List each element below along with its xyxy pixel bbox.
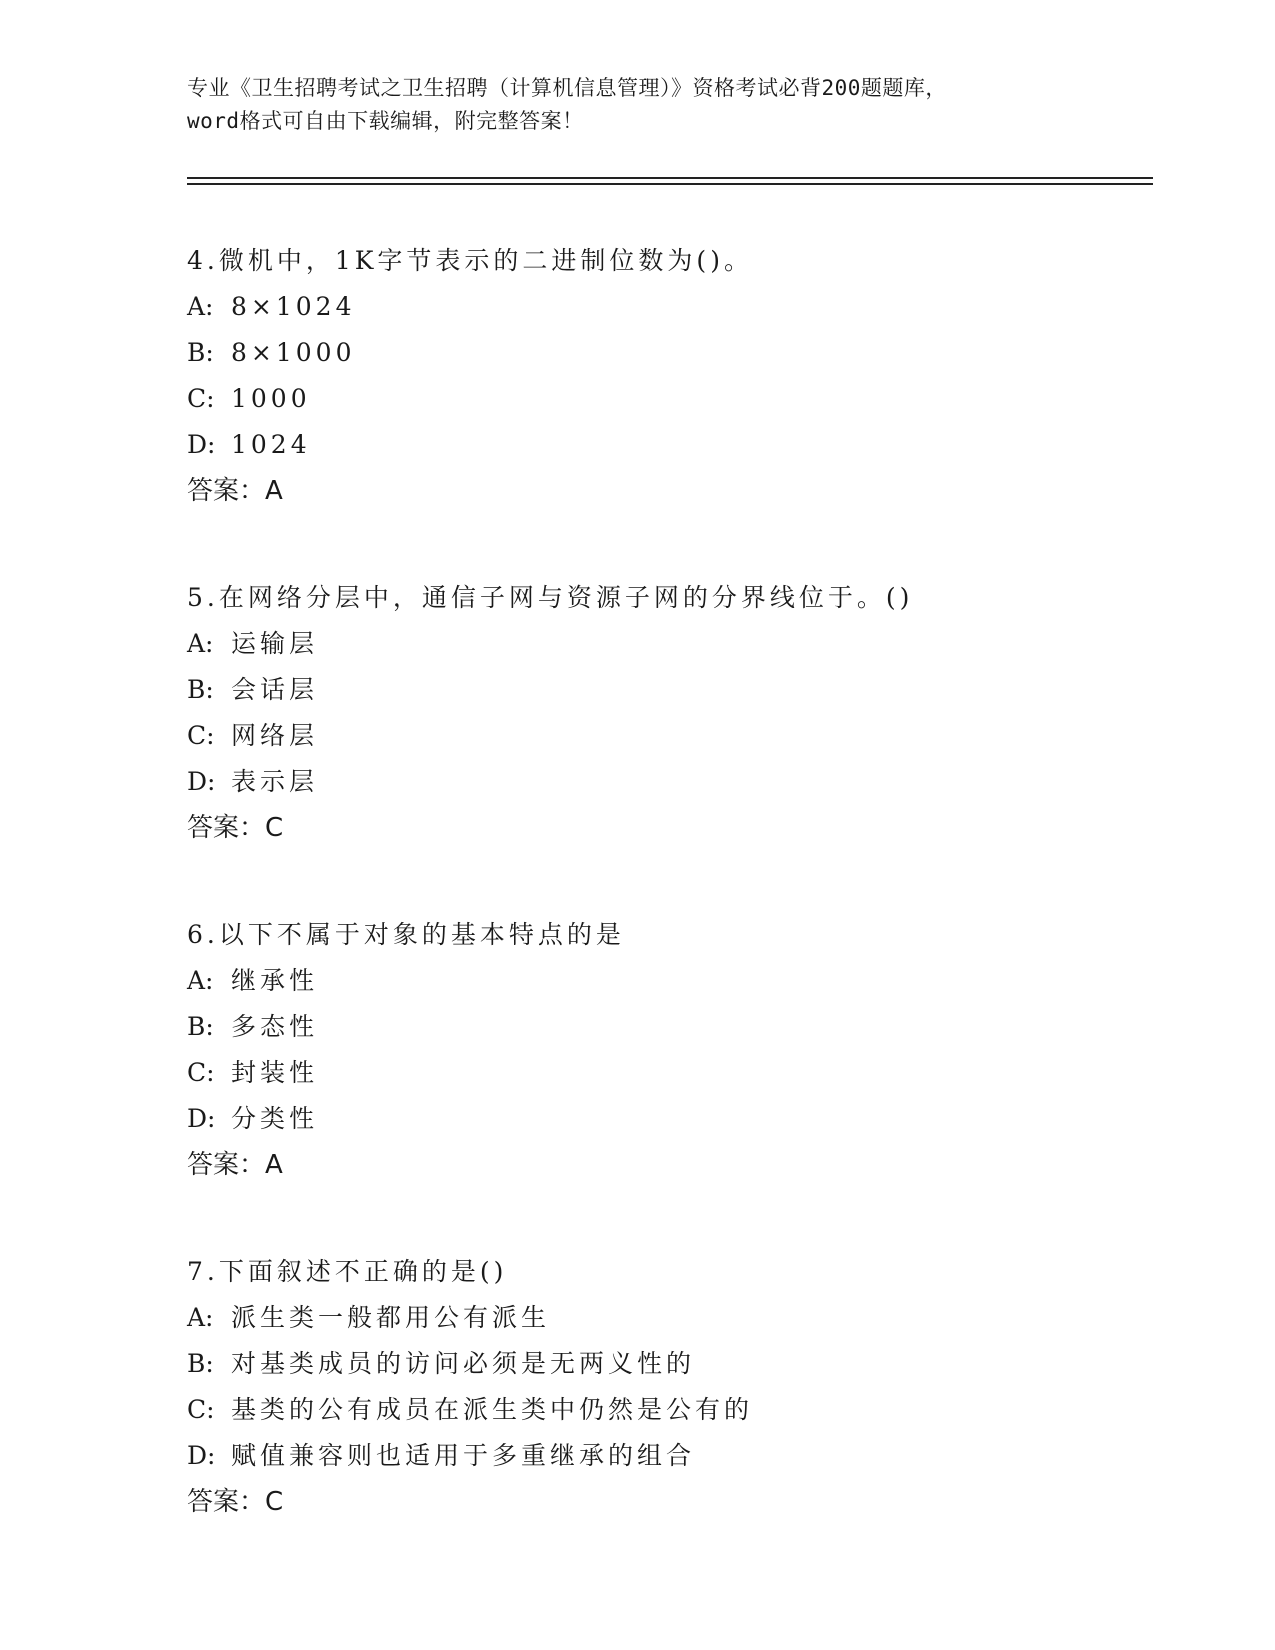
option-text: 1024 <box>231 430 311 459</box>
option-text: 表示层 <box>231 767 319 796</box>
option-key: D: <box>187 767 216 796</box>
answer-line: 答案：C <box>187 1487 284 1517</box>
option-text: 网络层 <box>231 721 319 750</box>
option-text: 分类性 <box>231 1104 319 1133</box>
option-key: B: <box>187 1012 214 1041</box>
answer-line: 答案：C <box>187 813 284 843</box>
option-text: 赋值兼容则也适用于多重继承的组合 <box>231 1441 696 1470</box>
option-a <box>187 1295 1167 1341</box>
question-item <box>187 575 1167 851</box>
option-text: 继承性 <box>231 966 319 995</box>
option-c <box>187 376 1167 422</box>
option-key: B: <box>187 338 214 367</box>
option-text: 封装性 <box>231 1058 319 1087</box>
option-b <box>187 330 1167 376</box>
option-text: 派生类一般都用公有派生 <box>231 1303 551 1332</box>
option-a <box>187 284 1167 330</box>
option-d <box>187 1433 1167 1479</box>
option-a <box>187 621 1167 667</box>
option-b <box>187 1004 1167 1050</box>
question-list <box>187 238 1167 1586</box>
option-b <box>187 667 1167 713</box>
answer-line: 答案：A <box>187 1150 283 1180</box>
option-key: A: <box>187 1303 214 1332</box>
option-d <box>187 1096 1167 1142</box>
header-divider-bottom <box>187 183 1153 185</box>
document-header <box>187 72 1087 138</box>
option-key: D: <box>187 430 216 459</box>
option-text: 1000 <box>231 384 311 413</box>
header-line-2: word格式可自由下载编辑，附完整答案！ <box>187 109 584 133</box>
option-text: 运输层 <box>231 629 319 658</box>
option-c <box>187 1050 1167 1096</box>
option-key: C: <box>187 721 215 750</box>
option-key: D: <box>187 1441 216 1470</box>
option-d <box>187 422 1167 468</box>
option-key: C: <box>187 384 215 413</box>
option-text: 8×1024 <box>231 292 356 321</box>
option-text: 会话层 <box>231 675 319 704</box>
option-key: C: <box>187 1058 215 1087</box>
option-text: 基类的公有成员在派生类中仍然是公有的 <box>231 1395 754 1424</box>
option-key: A: <box>187 629 214 658</box>
option-key: D: <box>187 1104 216 1133</box>
option-d <box>187 759 1167 805</box>
option-text: 对基类成员的访问必须是无两义性的 <box>231 1349 696 1378</box>
option-key: A: <box>187 292 214 321</box>
option-b <box>187 1341 1167 1387</box>
option-text: 8×1000 <box>231 338 356 367</box>
option-key: A: <box>187 966 214 995</box>
question-text: 5.在网络分层中，通信子网与资源子网的分界线位于。() <box>187 583 914 612</box>
option-text: 多态性 <box>231 1012 319 1041</box>
question-text: 7.下面叙述不正确的是() <box>187 1257 508 1286</box>
option-key: B: <box>187 1349 214 1378</box>
answer-line: 答案：A <box>187 476 283 506</box>
header-divider-top <box>187 177 1153 179</box>
question-item <box>187 1249 1167 1525</box>
option-c <box>187 1387 1167 1433</box>
option-c <box>187 713 1167 759</box>
question-text: 6.以下不属于对象的基本特点的是 <box>187 920 625 949</box>
question-item <box>187 912 1167 1188</box>
option-key: C: <box>187 1395 215 1424</box>
option-a <box>187 958 1167 1004</box>
question-item <box>187 238 1167 514</box>
option-key: B: <box>187 675 214 704</box>
header-line-1: 专业《卫生招聘考试之卫生招聘（计算机信息管理）》资格考试必背200题题库， <box>187 76 947 100</box>
question-text: 4.微机中，1K字节表示的二进制位数为()。 <box>187 246 753 275</box>
